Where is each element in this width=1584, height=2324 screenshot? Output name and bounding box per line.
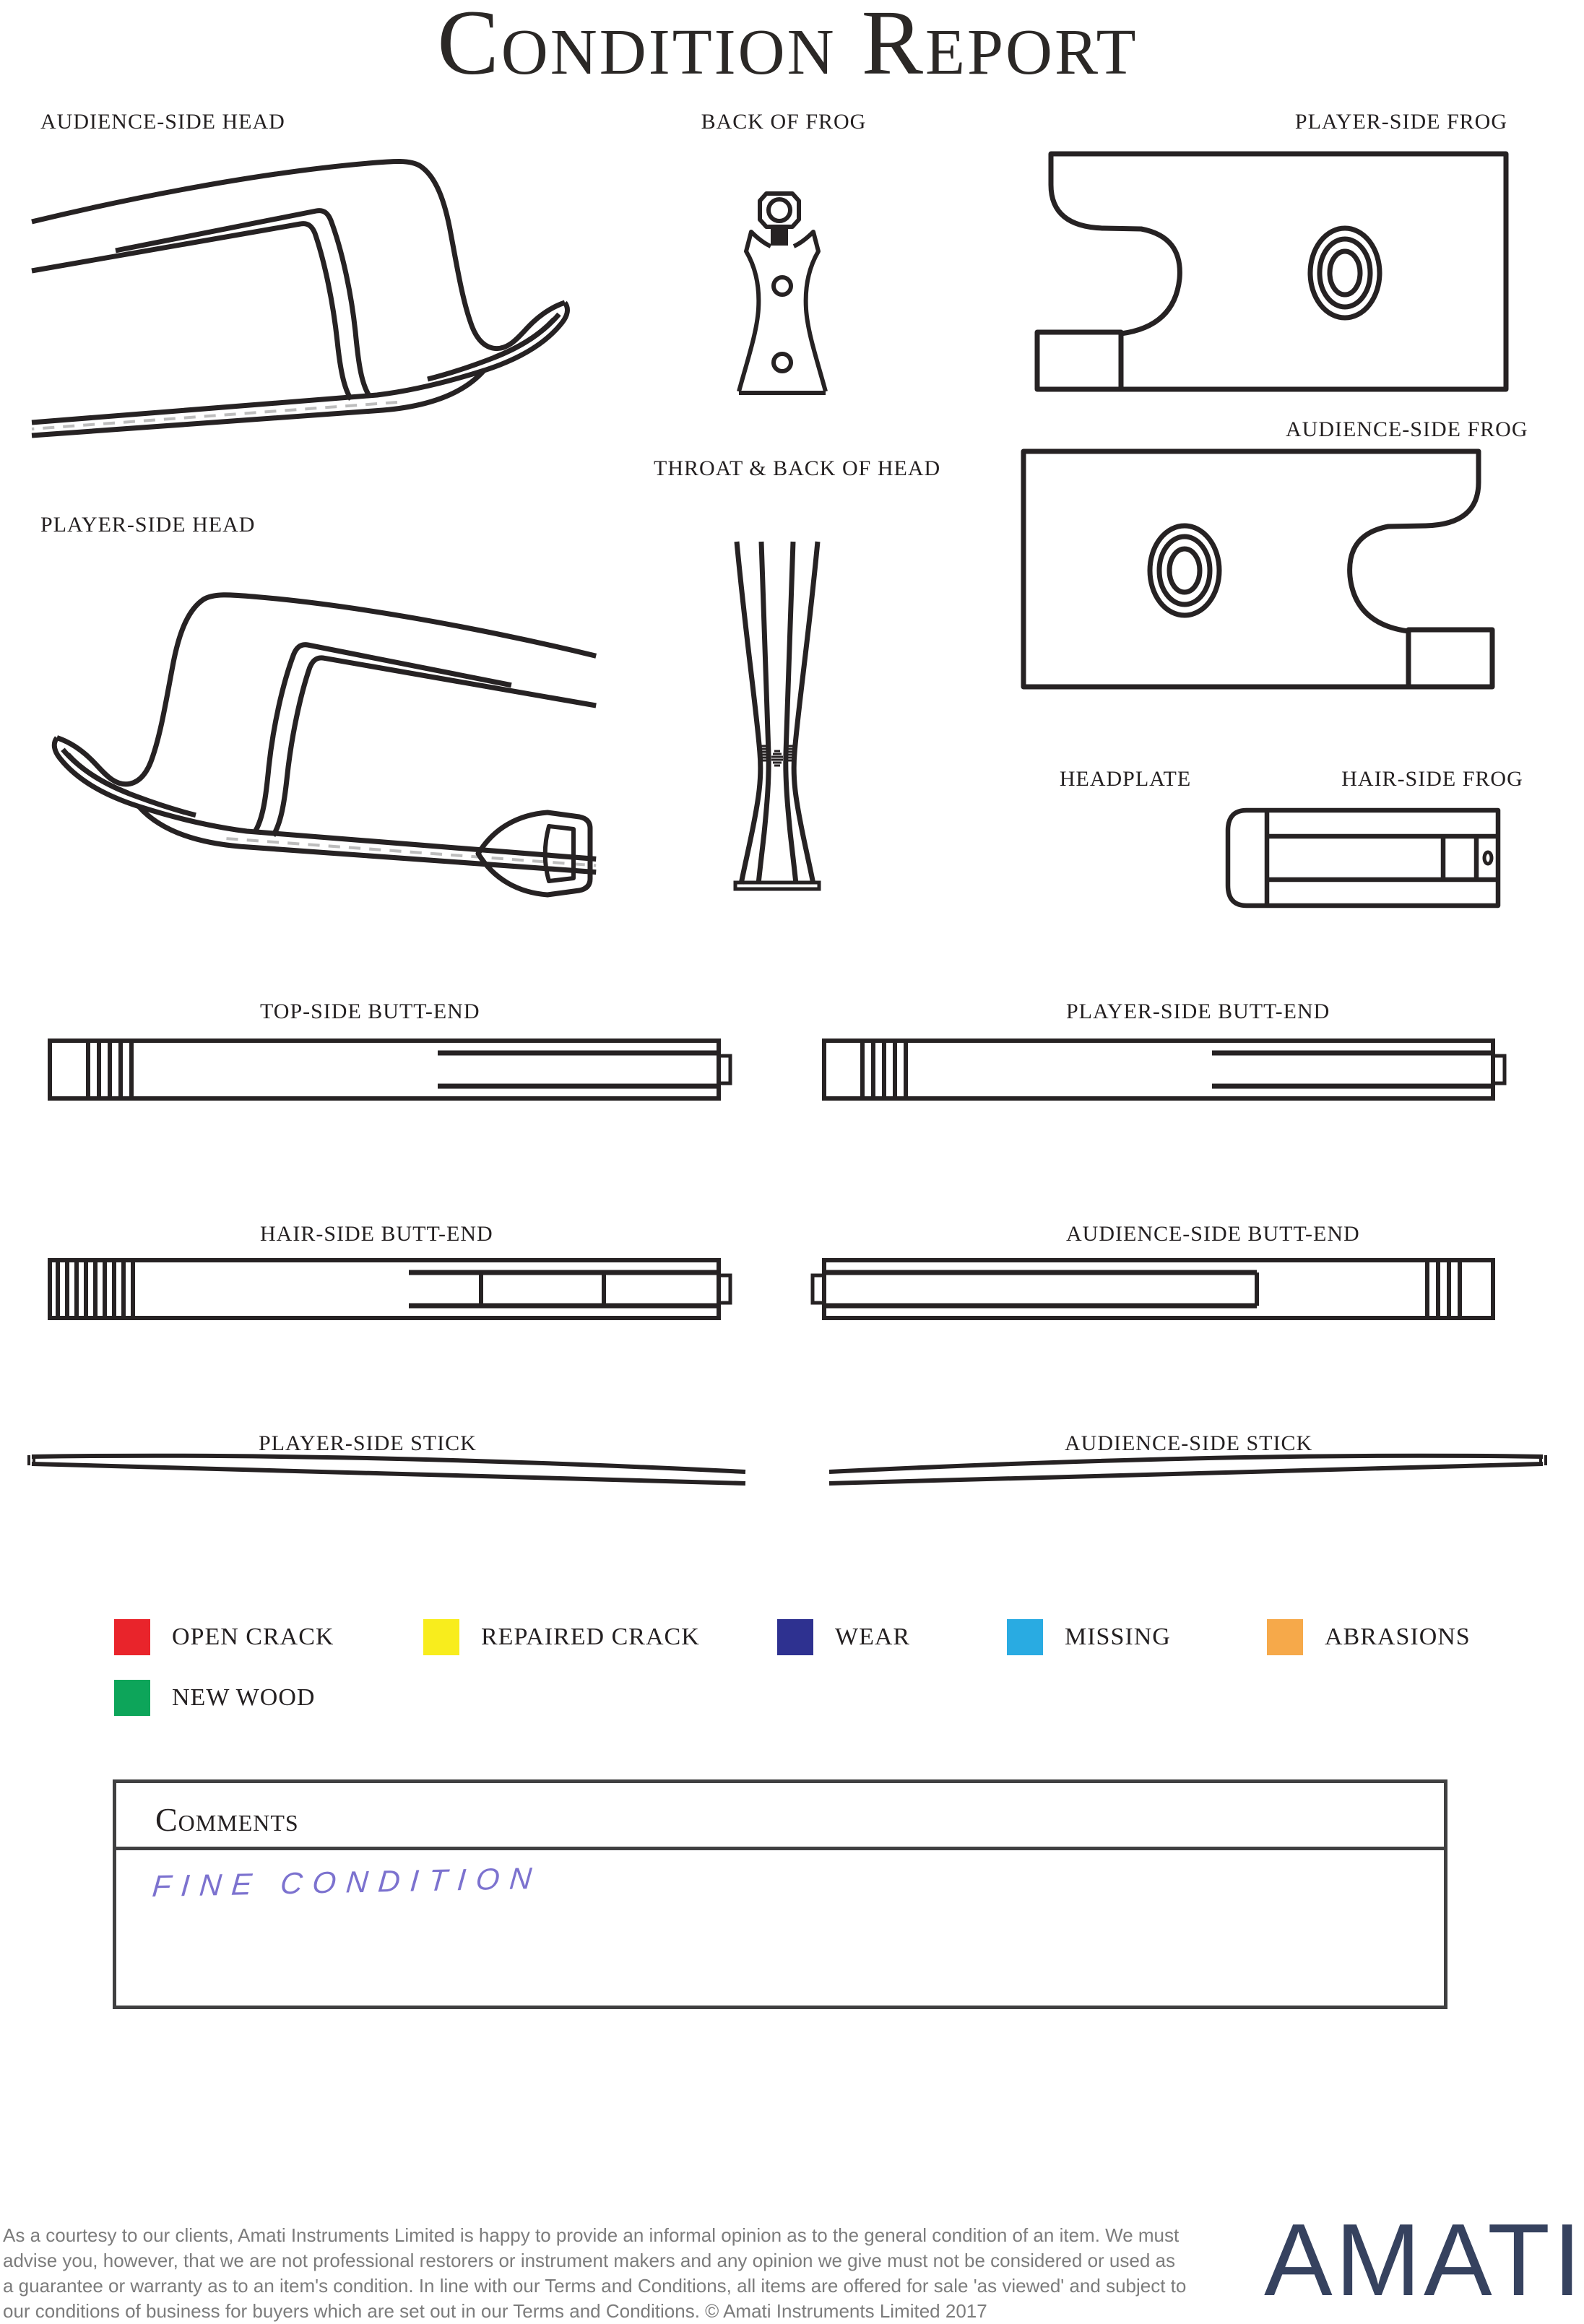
label-player-side-butt-end: PLAYER-SIDE BUTT-END: [1066, 1000, 1330, 1023]
wear-label: WEAR: [835, 1623, 911, 1650]
legend-item-new-wood: [114, 1680, 315, 1716]
label-player-side-head: PLAYER-SIDE HEAD: [40, 513, 256, 537]
audience-side-head-drawing: [22, 141, 578, 459]
disclaimer-line: our conditions of business for buyers which are set out in our Terms and Conditions. © Amati Instruments Limited 2017: [3, 2300, 987, 2322]
amati-logo: AMATI: [1264, 2203, 1584, 2318]
disclaimer-line: advise you, however, that we are not professional restorers or instrument makers and any opinion we give must not be considered or used as: [3, 2250, 1175, 2271]
label-audience-side-butt-end: AUDIENCE-SIDE BUTT-END: [1066, 1222, 1360, 1246]
comments-box: [113, 1779, 1447, 2009]
new-wood-swatch: [114, 1680, 150, 1716]
repaired-crack-swatch: [423, 1619, 459, 1655]
back-of-frog-drawing: [735, 191, 829, 404]
wear-swatch: [777, 1619, 813, 1655]
repaired-crack-label: REPAIRED CRACK: [481, 1623, 700, 1650]
missing-swatch: [1007, 1619, 1043, 1655]
headplate-drawing: [474, 803, 600, 904]
new-wood-label: NEW WOOD: [172, 1684, 316, 1711]
player-side-frog-drawing: [1033, 152, 1510, 391]
legend-item-repaired-crack: [423, 1619, 700, 1655]
handwritten-comment: FINE CONDITION: [151, 1860, 543, 1904]
comments-heading: Comments: [116, 1783, 1444, 1850]
abrasions-label: ABRASIONS: [1325, 1623, 1471, 1650]
abrasions-swatch: [1267, 1619, 1303, 1655]
audience-side-stick-drawing: [823, 1450, 1554, 1485]
page-title: Condition Report: [437, 0, 1138, 94]
disclaimer-line: As a courtesy to our clients, Amati Instruments Limited is happy to provide an informal opinion as to the general condition of an item. We must: [3, 2224, 1180, 2246]
label-audience-side-frog: AUDIENCE-SIDE FROG: [1286, 417, 1528, 441]
label-hair-side-butt-end: HAIR-SIDE BUTT-END: [260, 1222, 493, 1246]
player-side-butt-end-drawing: [822, 1039, 1508, 1101]
label-throat-back-of-head: THROAT & BACK OF HEAD: [654, 456, 941, 480]
top-side-butt-end-drawing: [48, 1039, 734, 1101]
hair-side-frog-drawing: [1222, 807, 1502, 909]
audience-side-frog-drawing: [1020, 449, 1497, 689]
label-audience-side-head: AUDIENCE-SIDE HEAD: [40, 110, 285, 134]
legend-item-wear: [777, 1619, 910, 1655]
label-headplate: HEADPLATE: [1059, 767, 1192, 791]
label-top-side-butt-end: TOP-SIDE BUTT-END: [260, 1000, 480, 1023]
player-side-stick-drawing: [20, 1450, 751, 1485]
open-crack-swatch: [114, 1619, 150, 1655]
missing-label: MISSING: [1065, 1623, 1171, 1650]
disclaimer-line: a guarantee or warranty as to an item's condition. In line with our Terms and Conditions, all items are offered for sale 'as viewed' and subject to: [3, 2275, 1187, 2297]
throat-back-of-head-drawing: [730, 540, 823, 890]
legend-item-abrasions: [1267, 1619, 1471, 1655]
label-player-side-stick: PLAYER-SIDE STICK: [259, 1431, 477, 1455]
open-crack-label: OPEN CRACK: [172, 1623, 334, 1650]
label-hair-side-frog: HAIR-SIDE FROG: [1341, 767, 1523, 791]
legend-item-open-crack: [114, 1619, 334, 1655]
legend-item-missing: [1007, 1619, 1171, 1655]
disclaimer-text: [3, 2223, 1216, 2324]
hair-side-butt-end-drawing: [48, 1258, 734, 1320]
label-back-of-frog: BACK OF FROG: [701, 110, 867, 134]
label-audience-side-stick: AUDIENCE-SIDE STICK: [1065, 1431, 1313, 1455]
label-player-side-frog: PLAYER-SIDE FROG: [1294, 110, 1507, 134]
audience-side-butt-end-drawing: [809, 1258, 1495, 1320]
